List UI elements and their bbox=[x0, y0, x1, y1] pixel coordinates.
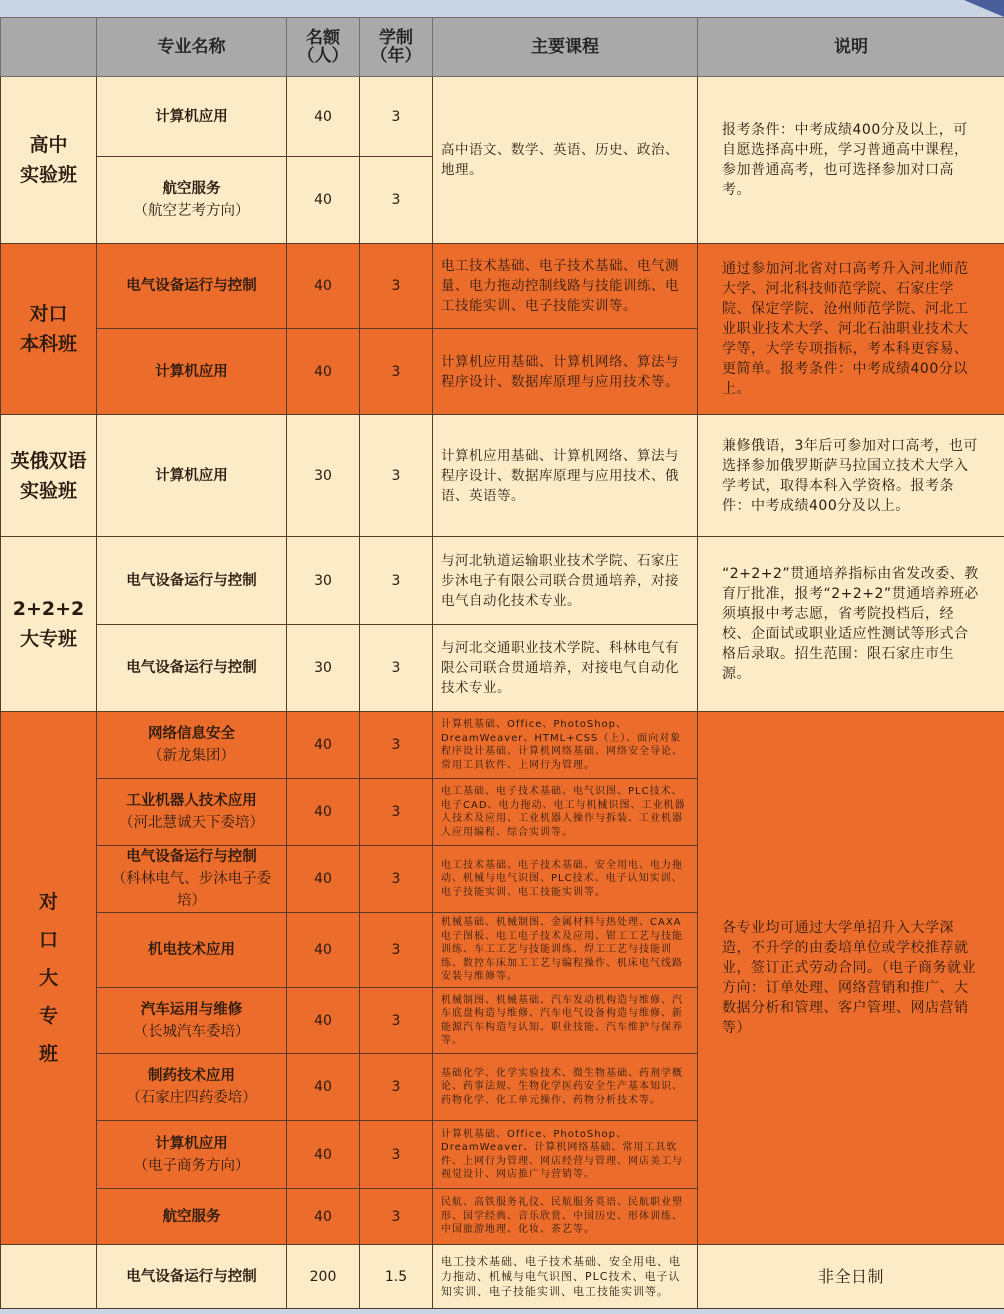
courses-cell: 计算机基础、Office、PhotoShop、DreamWeaver、HTML+CSS（上）、面向对象程序设计基础、计算机网络基础、网络安全导论、常用工具软件、上网行为管理。 bbox=[433, 712, 698, 779]
years-cell: 3 bbox=[360, 988, 433, 1054]
quota-cell: 40 bbox=[287, 1121, 360, 1189]
major-cell: 电气设备运行与控制 bbox=[97, 1245, 287, 1309]
courses-cell: 与河北轨道运输职业技术学院、石家庄步沐电子有限公司联合贯通培养，对接电气自动化技术专业。 bbox=[433, 537, 698, 625]
header-courses: 主要课程 bbox=[433, 18, 698, 77]
category-cell: 高中 实验班 bbox=[1, 77, 97, 244]
years-cell: 1.5 bbox=[360, 1245, 433, 1309]
courses-cell: 与河北交通职业技术学院、科林电气有限公司联合贯通培养，对接电气自动化技术专业。 bbox=[433, 625, 698, 712]
courses-cell: 基础化学、化学实验技术、微生物基础、药剂学概论、药事法规、生物化学医药安全生产基本知识、药物化学、化工单元操作、药物分析技术等。 bbox=[433, 1054, 698, 1121]
header-major: 专业名称 bbox=[97, 18, 287, 77]
quota-cell: 40 bbox=[287, 1054, 360, 1121]
quota-cell: 40 bbox=[287, 988, 360, 1054]
quota-cell: 40 bbox=[287, 779, 360, 846]
note-cell: 通过参加河北省对口高考升入河北师范大学、河北科技师范学院、石家庄学院、保定学院、沧州师范学院、河北工业职业技术大学、河北石油职业技术大学等，大学专项指标，考本科更容易、更简单。报考条件：中考成绩400分以上。 bbox=[698, 244, 1004, 415]
category-cell: 2+2+2 大专班 bbox=[1, 537, 97, 712]
quota-cell: 40 bbox=[287, 244, 360, 329]
years-cell: 3 bbox=[360, 537, 433, 625]
major-cell: 电气设备运行与控制 bbox=[97, 625, 287, 712]
quota-cell: 40 bbox=[287, 77, 360, 157]
courses-cell: 高中语文、数学、英语、历史、政治、地理。 bbox=[433, 77, 698, 244]
courses-cell: 计算机基础、Office、PhotoShop、DreamWeaver、计算机网络基础、常用工具软件、上网行为管理、网店经营与管理、网店美工与视觉设计、网店推广与营销等。 bbox=[433, 1121, 698, 1189]
years-cell: 3 bbox=[360, 1054, 433, 1121]
quota-cell: 40 bbox=[287, 329, 360, 415]
years-cell: 3 bbox=[360, 846, 433, 913]
enrollment-table bbox=[0, 17, 1004, 1309]
note-cell: “2+2+2”贯通培养指标由省发改委、教育厅批准，报考“2+2+2”贯通培养班必须填报中考志愿，省考院投档后，经校、企面试或职业适应性测试等形式合格后录取。招生范围：限石家庄市生源。 bbox=[698, 537, 1004, 712]
corner-decoration bbox=[964, 0, 1004, 17]
category-cell: 英俄双语 实验班 bbox=[1, 415, 97, 537]
quota-cell: 40 bbox=[287, 1189, 360, 1245]
major-cell: 制药技术应用 （石家庄四药委培） bbox=[97, 1054, 287, 1121]
quota-cell: 30 bbox=[287, 625, 360, 712]
note-cell: 兼修俄语，3年后可参加对口高考，也可选择参加俄罗斯萨马拉国立技术大学入学考试，取得本科入学资格。报考条件：中考成绩400分及以上。 bbox=[698, 415, 1004, 537]
major-cell: 电气设备运行与控制 bbox=[97, 537, 287, 625]
major-cell: 汽车运用与维修 （长城汽车委培） bbox=[97, 988, 287, 1054]
quota-cell: 40 bbox=[287, 846, 360, 913]
table-row bbox=[1, 244, 1004, 329]
header-years: 学制 （年） bbox=[360, 18, 433, 77]
category-cell: 对口 本科班 bbox=[1, 244, 97, 415]
major-cell: 电气设备运行与控制 bbox=[97, 244, 287, 329]
courses-cell: 机械制图、机械基础、汽车发动机构造与维修、汽车底盘构造与维修、汽车电气设备构造与维修、新能源汽车构造与认知、职业技能、汽车维护与保养等。 bbox=[433, 988, 698, 1054]
years-cell: 3 bbox=[360, 712, 433, 779]
years-cell: 3 bbox=[360, 157, 433, 244]
courses-cell: 电工技术基础、电子技术基础、电气测量、电力拖动控制线路与技能训练、电工技能实训、电子技能实训等。 bbox=[433, 244, 698, 329]
years-cell: 3 bbox=[360, 625, 433, 712]
major-cell: 工业机器人技术应用 （河北慧诚天下委培） bbox=[97, 779, 287, 846]
major-cell: 航空服务 （航空艺考方向） bbox=[97, 157, 287, 244]
years-cell: 3 bbox=[360, 329, 433, 415]
table-row bbox=[1, 537, 1004, 625]
years-cell: 3 bbox=[360, 244, 433, 329]
years-cell: 3 bbox=[360, 913, 433, 988]
major-cell: 计算机应用 （电子商务方向） bbox=[97, 1121, 287, 1189]
years-cell: 3 bbox=[360, 77, 433, 157]
note-cell: 报考条件：中考成绩400分及以上，可自愿选择高中班，学习普通高中课程，参加普通高考，也可选择参加对口高考。 bbox=[698, 77, 1004, 244]
quota-cell: 30 bbox=[287, 415, 360, 537]
note-cell: 各专业均可通过大学单招升入大学深造，不升学的由委培单位或学校推荐就业，签订正式劳动合同。（电子商务就业方向：订单处理、网络营销和推广、大数据分析和管理、客户管理、网店营销等） bbox=[698, 712, 1004, 1245]
table-row bbox=[1, 712, 1004, 779]
table-row bbox=[1, 77, 1004, 157]
courses-cell: 计算机应用基础、计算机网络、算法与程序设计、数据库原理与应用技术等。 bbox=[433, 329, 698, 415]
courses-cell: 计算机应用基础、计算机网络、算法与程序设计、数据库原理与应用技术、俄语、英语等。 bbox=[433, 415, 698, 537]
major-cell: 电气设备运行与控制 （科林电气、步沐电子委培） bbox=[97, 846, 287, 913]
major-cell: 航空服务 bbox=[97, 1189, 287, 1245]
header-notes: 说明 bbox=[698, 18, 1004, 77]
major-cell: 网络信息安全 （新龙集团） bbox=[97, 712, 287, 779]
header-quota: 名额 （人） bbox=[287, 18, 360, 77]
quota-cell: 40 bbox=[287, 157, 360, 244]
note-cell: 非全日制 bbox=[698, 1245, 1004, 1309]
category-cell bbox=[1, 1245, 97, 1309]
major-cell: 机电技术应用 bbox=[97, 913, 287, 988]
table-header bbox=[1, 18, 1004, 77]
table-row bbox=[1, 1245, 1004, 1309]
quota-cell: 40 bbox=[287, 913, 360, 988]
category-cell: 对口大专班 bbox=[1, 712, 97, 1245]
quota-cell: 40 bbox=[287, 712, 360, 779]
quota-cell: 200 bbox=[287, 1245, 360, 1309]
courses-cell: 民航、高铁服务礼仪、民航服务英语、民航职业塑形、国学经典、音乐欣赏、中国历史、形体训练、中国旅游地理、化妆、茶艺等。 bbox=[433, 1189, 698, 1245]
courses-cell: 机械基础、机械制图、金属材料与热处理、CAXA电子图板、电工电子技术及应用、钳工工艺与技能训练、车工工艺与技能训练、焊工工艺与技能训练、数控车床加工工艺与编程操作、机床电气线路安装与维修等。 bbox=[433, 913, 698, 988]
years-cell: 3 bbox=[360, 1121, 433, 1189]
years-cell: 3 bbox=[360, 779, 433, 846]
major-cell: 计算机应用 bbox=[97, 329, 287, 415]
courses-cell: 电工技术基础、电子技术基础、安全用电、电力拖动、机械与电气识图、PLC技术、电子认知实训、电子技能实训、电工技能实训等。 bbox=[433, 846, 698, 913]
major-cell: 计算机应用 bbox=[97, 77, 287, 157]
years-cell: 3 bbox=[360, 415, 433, 537]
table-row bbox=[1, 415, 1004, 537]
quota-cell: 30 bbox=[287, 537, 360, 625]
header-category bbox=[1, 18, 97, 77]
courses-cell: 电工基础、电子技术基础、电气识图、PLC技术、电子CAD、电力拖动、电工与机械识图、工业机器人技术及应用、工业机器人操作与拆装、工业机器人应用编程、综合实训等。 bbox=[433, 779, 698, 846]
years-cell: 3 bbox=[360, 1189, 433, 1245]
major-cell: 计算机应用 bbox=[97, 415, 287, 537]
courses-cell: 电工技术基础、电子技术基础、安全用电、电力拖动、机械与电气识图、PLC技术、电子认知实训、电子技能实训、电工技能实训等。 bbox=[433, 1245, 698, 1309]
